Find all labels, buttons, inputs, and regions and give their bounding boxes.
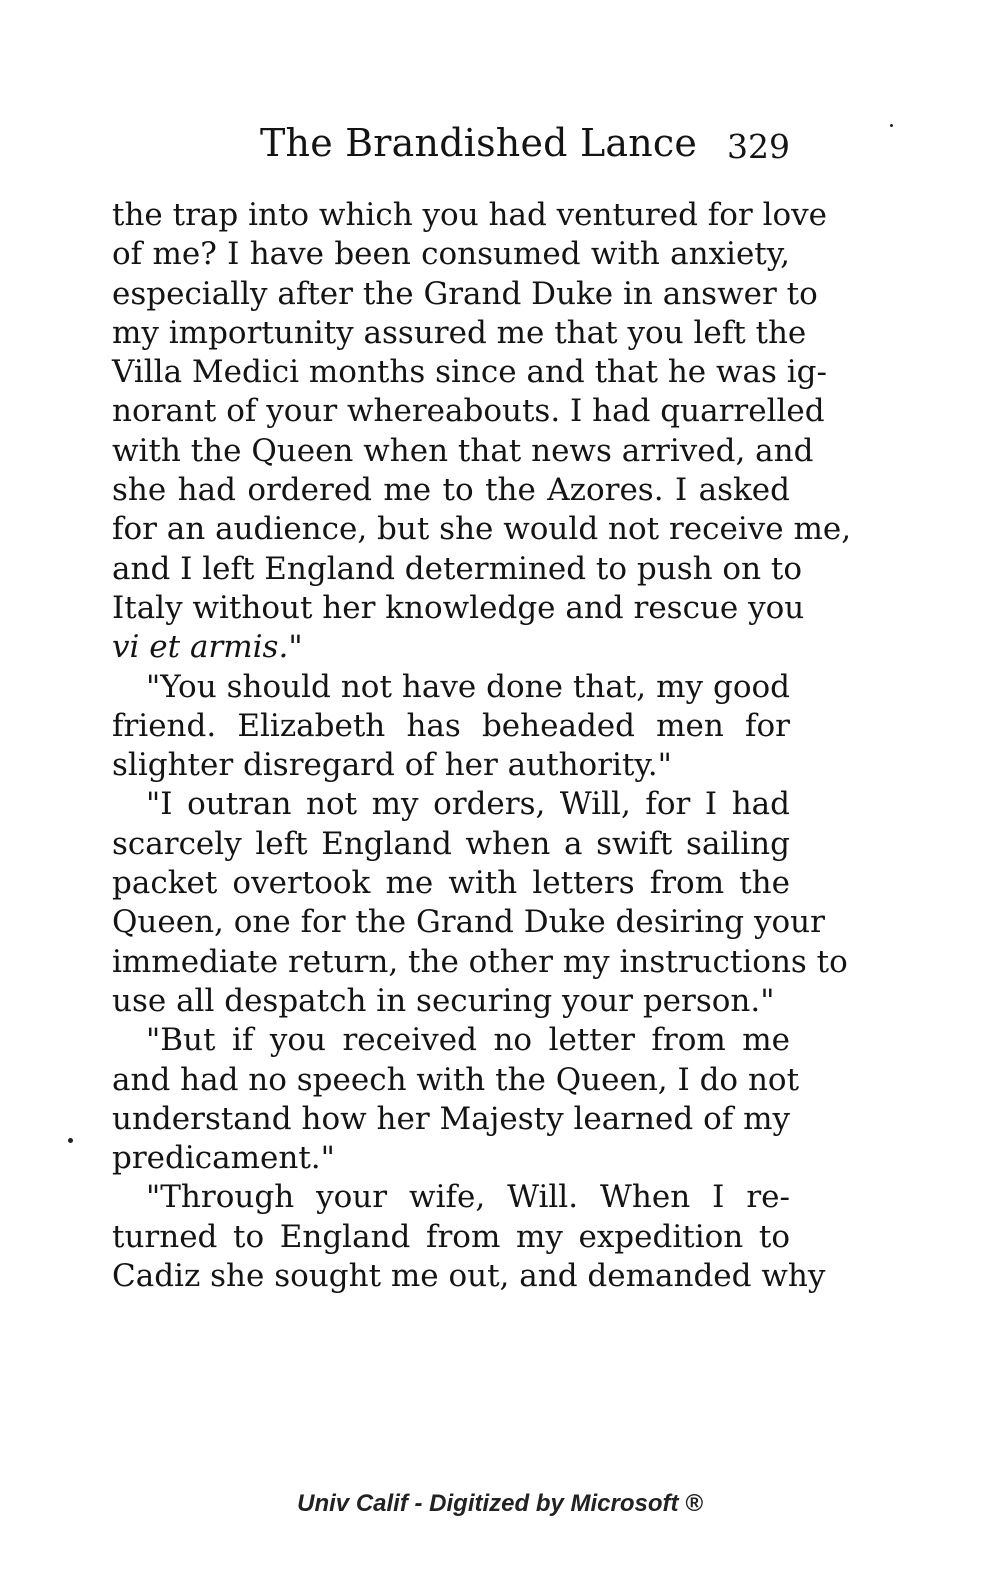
paragraph (112, 1178, 826, 1296)
paragraph (112, 668, 790, 786)
text-line: turned to England from my expedition to (112, 1218, 790, 1255)
text-line: she had ordered me to the Azores. I asked (112, 472, 790, 509)
text-line: Italy without her knowledge and rescue you (112, 589, 805, 626)
page-number: 329 (727, 127, 790, 166)
latin-phrase: vi et armis. (112, 629, 289, 666)
text-line: Queen, one for the Grand Duke desiring your (112, 904, 825, 941)
text-line: friend. Elizabeth has beheaded men for (112, 707, 790, 744)
text-line: predicament." (112, 1140, 335, 1177)
text-line: with the Queen when that news arrived, and (112, 432, 814, 469)
text-line: use all despatch in securing your person." (112, 982, 775, 1019)
text-line: of me? I have been consumed with anxiety, (112, 236, 790, 273)
text-line: Villa Medici months since and that he was ig- (112, 354, 827, 391)
text-line: "You should not have done that, my good (146, 668, 790, 705)
text-line: slighter disregard of her authority." (112, 747, 672, 784)
paragraph (112, 196, 852, 668)
text-line: for an audience, but she would not receive me, (112, 511, 852, 548)
text-line: "I outran not my orders, Will, for I had (146, 786, 790, 823)
text-line: "Through your wife, Will. When I re- (146, 1179, 790, 1216)
text-line: norant of your whereabouts. I had quarrelled (112, 393, 825, 430)
paragraph (112, 785, 848, 1021)
page-header (110, 118, 790, 168)
text-line (112, 628, 790, 667)
text-line: especially after the Grand Duke in answer to (112, 275, 818, 312)
text-line: Cadiz she sought me out, and demanded why (112, 1258, 826, 1295)
text-line: my importunity assured me that you left the (112, 314, 807, 351)
text-line: and I left England determined to push on to (112, 550, 803, 587)
running-title: The Brandished Lance (260, 121, 698, 165)
closing-quote: " (288, 629, 303, 666)
scan-speck (68, 1138, 73, 1143)
body-text (112, 196, 852, 1296)
text-line: the trap into which you had ventured for love (112, 197, 828, 233)
paragraph (112, 1021, 800, 1178)
text-line: and had no speech with the Queen, I do not (112, 1061, 800, 1098)
text-line: scarcely left England when a swift sailing (112, 825, 790, 862)
text-line: packet overtook me with letters from the (112, 865, 790, 902)
digitization-watermark: Univ Calif - Digitized by Microsoft ® (297, 1490, 703, 1517)
text-line: "But if you received no letter from me (146, 1022, 790, 1059)
text-line: immediate return, the other my instructions to (112, 943, 848, 980)
scan-speck (890, 124, 893, 127)
text-line: understand how her Majesty learned of my (112, 1100, 790, 1137)
